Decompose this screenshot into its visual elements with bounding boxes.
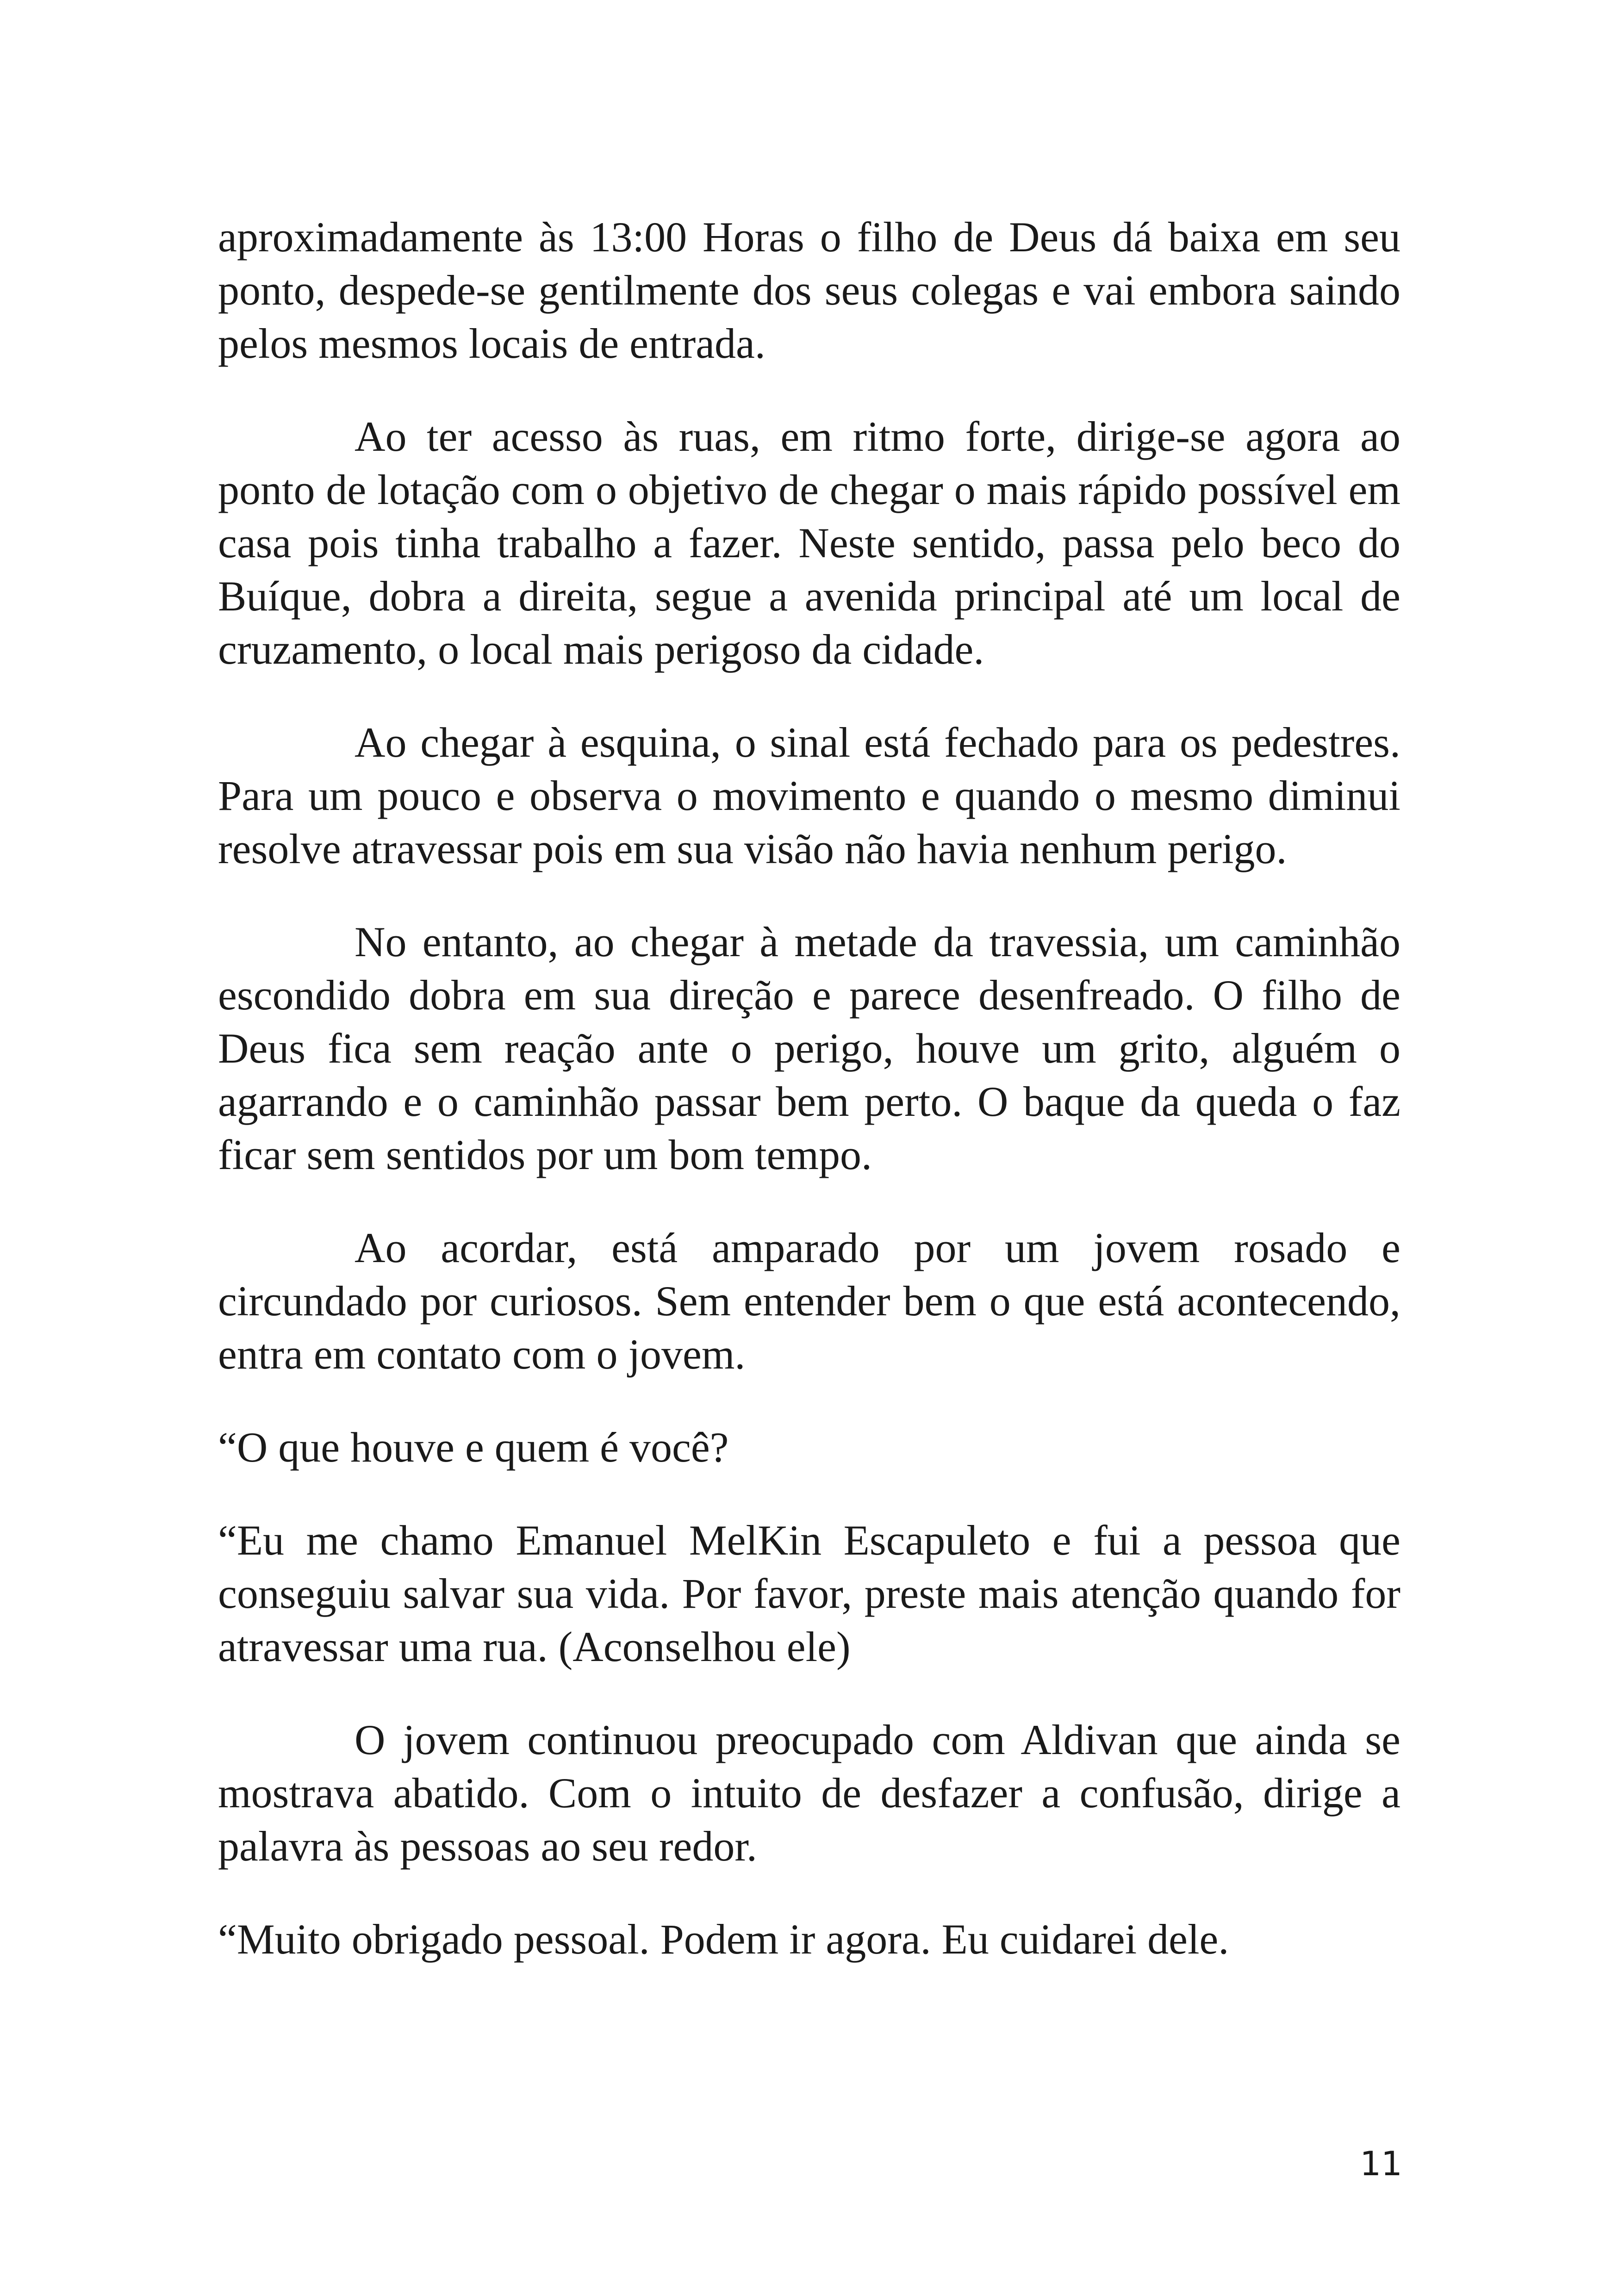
- dialogue-line: “Eu me chamo Emanuel MelKin Escapuleto e fui a pessoa que conseguiu salvar sua vida. Por favor, preste mais atenção quando for atravessar uma rua. (Aconselhou ele): [218, 1517, 1400, 1670]
- paragraph: Ao chegar à esquina, o sinal está fechado para os pedestres. Para um pouco e observa o movimento e quando o mesmo diminui resolve atravessar pois em sua visão não havia nenhum perigo.: [218, 719, 1400, 872]
- paragraph: Ao ter acesso às ruas, em ritmo forte, dirige-se agora ao ponto de lotação com o objetivo de chegar o mais rápido possível em casa pois tinha trabalho a fazer. Neste sentido, passa pelo beco do Buíque, dobra a direita, segue a avenida principal até um local de cruzamento, o local mais perigoso da cidade.: [218, 413, 1400, 673]
- dialogue-line: “O que houve e quem é você?: [218, 1424, 729, 1471]
- paragraph: No entanto, ao chegar à metade da travessia, um caminhão escondido dobra em sua direção e parece desenfreado. O filho de Deus fica sem reação ante o perigo, houve um grito, alguém o agarrando e o caminhão passar bem perto. O baque da queda o faz ficar sem sentidos por um bom tempo.: [218, 918, 1400, 1178]
- page-number: 11: [1360, 2144, 1402, 2183]
- paragraph: O jovem continuou preocupado com Aldivan que ainda se mostrava abatido. Com o intuito de desfazer a confusão, dirige a palavra às pessoas ao seu redor.: [218, 1716, 1400, 1870]
- paragraph: Ao acordar, está amparado por um jovem rosado e circundado por curiosos. Sem entender bem o que está acontecendo, entra em contato com o jovem.: [218, 1224, 1400, 1378]
- dialogue-line: “Muito obrigado pessoal. Podem ir agora. Eu cuidarei dele.: [218, 1916, 1229, 1963]
- paragraph: aproximadamente às 13:00 Horas o filho de Deus dá baixa em seu ponto, despede-se gentilmente dos seus colegas e vai embora saindo pelos mesmos locais de entrada.: [218, 213, 1400, 367]
- page-body: [218, 211, 1400, 2006]
